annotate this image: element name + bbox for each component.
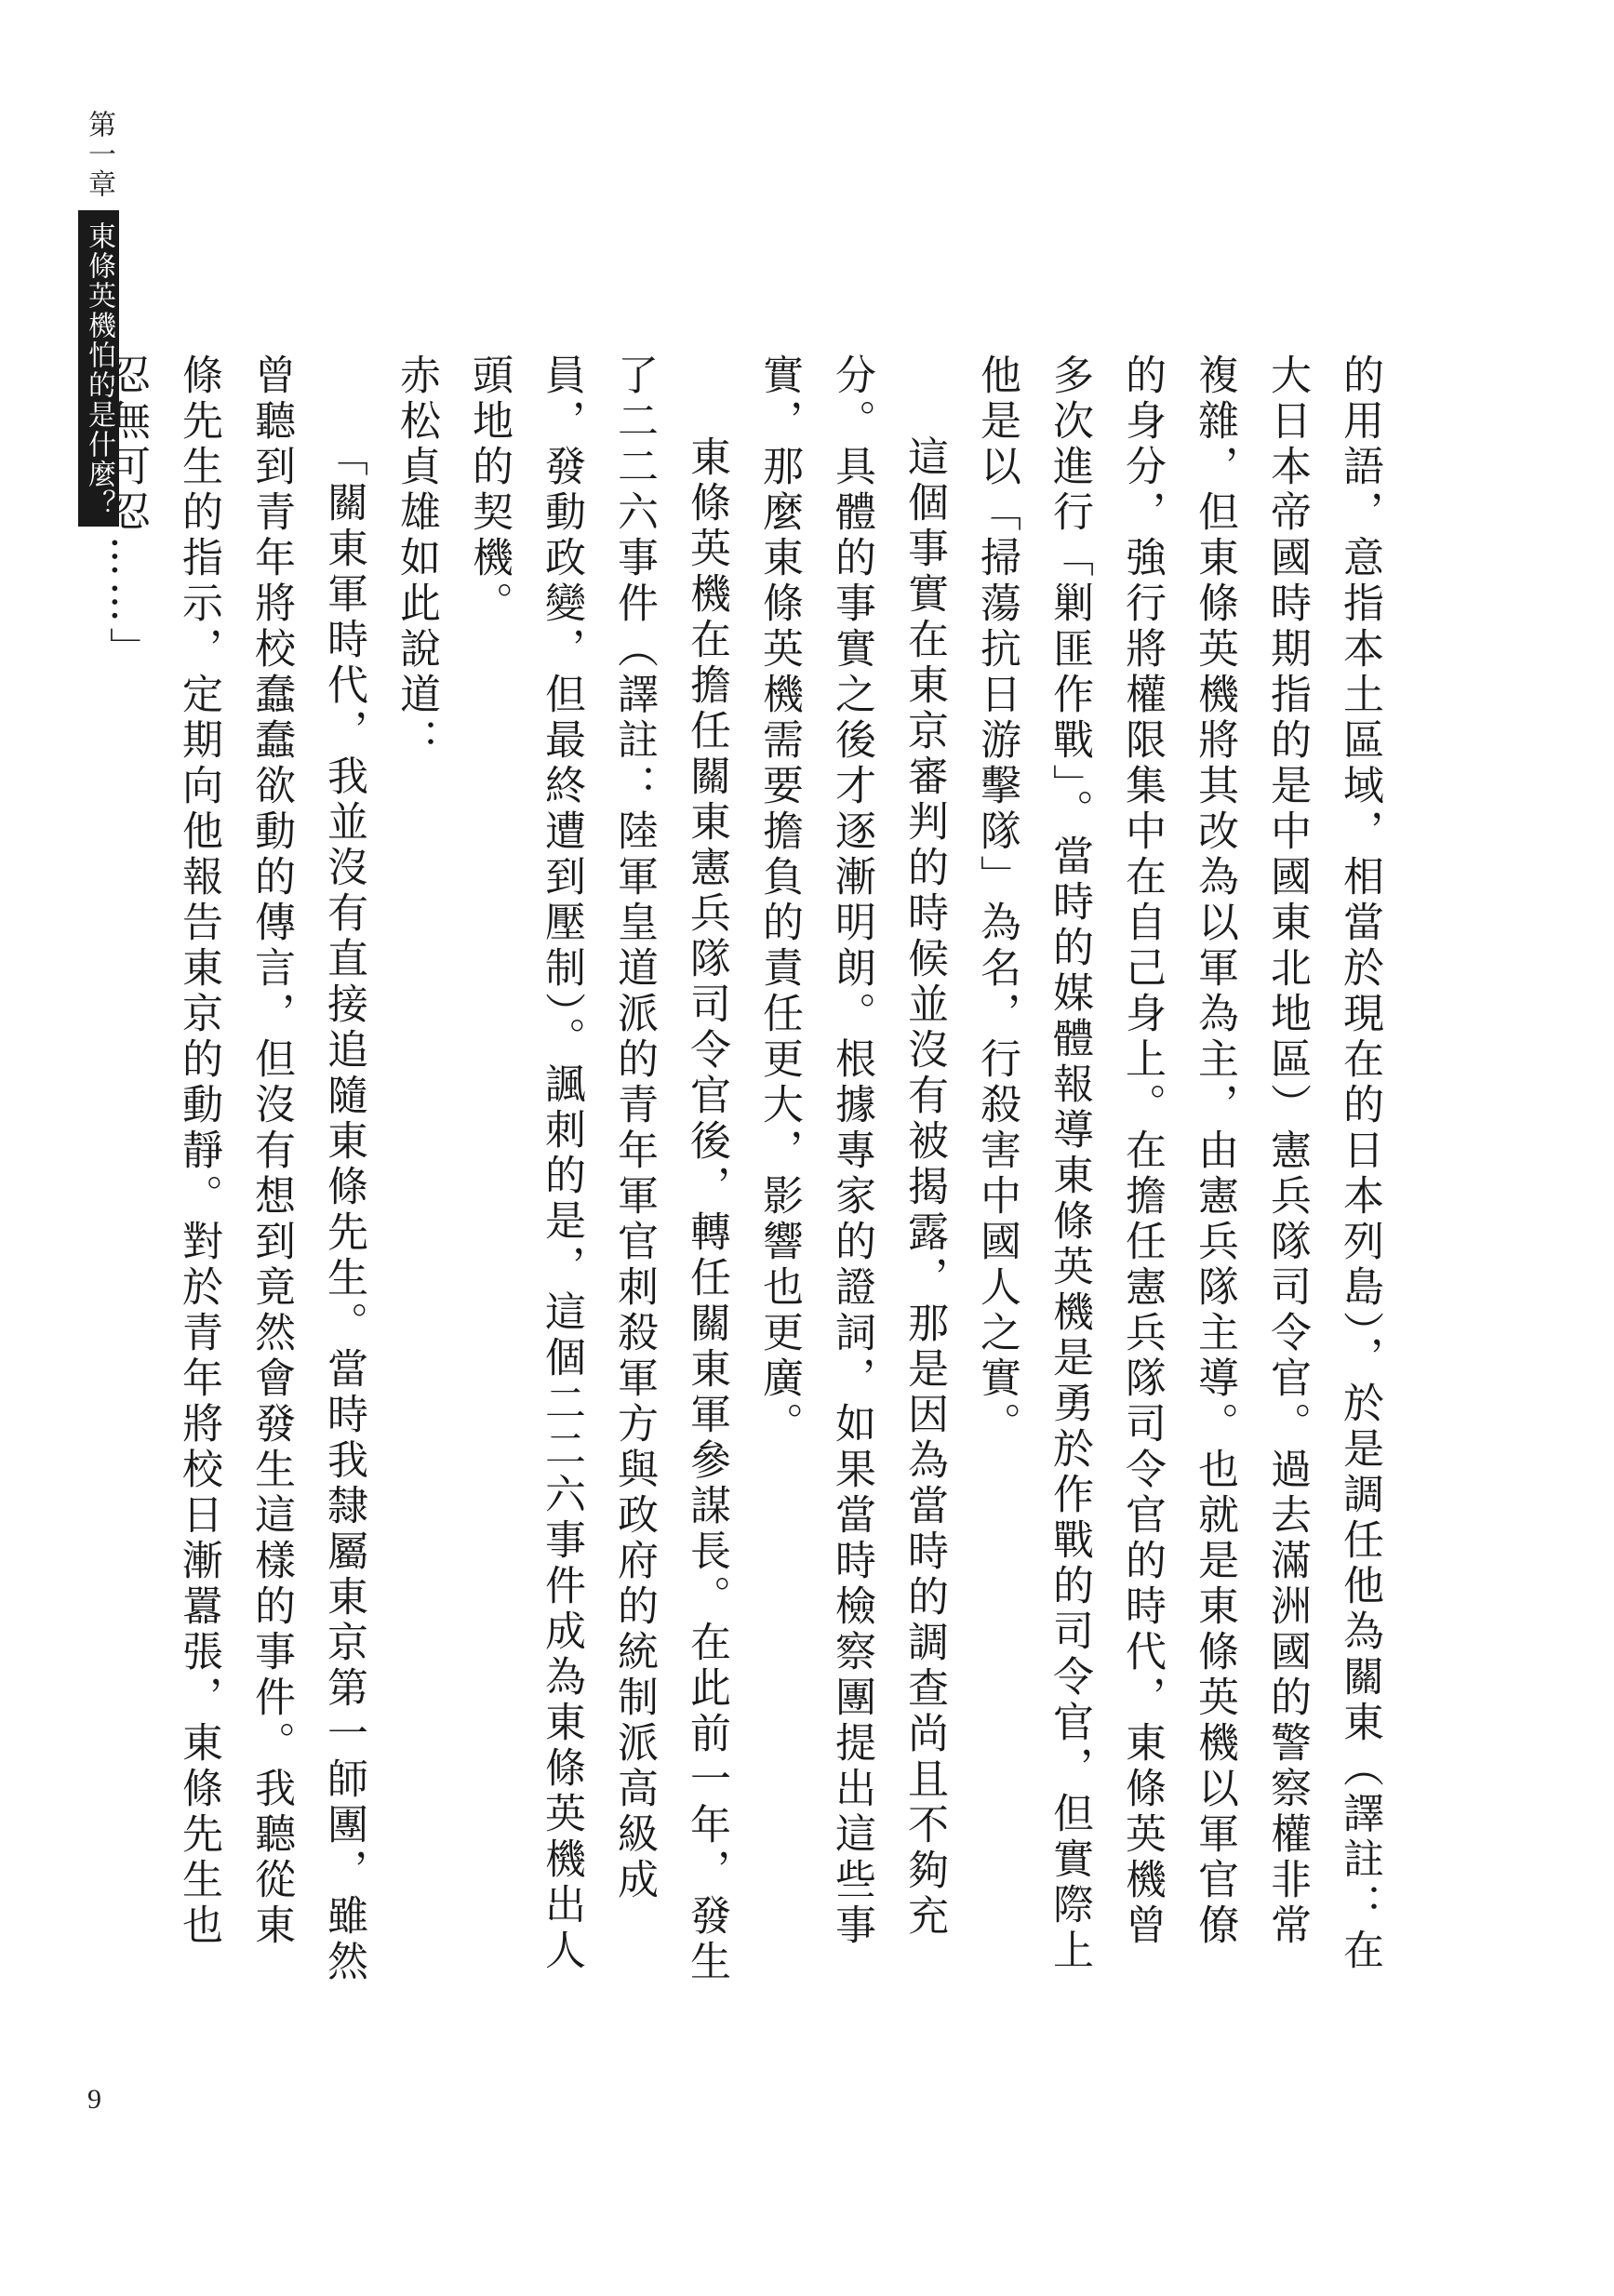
page-number: 9 (87, 2084, 101, 2115)
paragraph-2: 這個事實在東京審判的時候並沒有被揭露，那是因為當時的調查尚且不夠充分。具體的事實之後才逐漸明朗。根據專家的證詞，如果當時檢察團提出這些事實，那麼東條英機需要擔負的責任更大，影響也更廣。 (755, 354, 948, 1949)
body-text (102, 354, 1395, 1991)
paragraph-5-quote: 「關東軍時代，我並沒有直接追隨東條先生。當時我隸屬東京第一師團，雖然曾聽到青年將校蠢蠢欲動的傳言，但沒有想到竟然會發生這樣的事件。我聽從東條先生的指示，定期向他報告東京的動靜。對於青年將校日漸囂張，東條先生也忍無可忍……」 (102, 354, 367, 1985)
chapter-number-label: 第一章 (83, 110, 115, 199)
paragraph-4: 赤松貞雄如此說道： (393, 354, 440, 764)
paragraph-3: 東條英機在擔任關東憲兵隊司令官後，轉任關東軍參謀長。在此前一年，發生了二二六事件（譯註：陸軍皇道派的青年軍官刺殺軍方與政府的統制派高級成員，發動政變，但最終遭到壓制）。諷刺的是，這個二二六事件成為東條英機出人頭地的契機。 (465, 354, 730, 1985)
paragraph-1: 的用語，意指本土區域，相當於現在的日本列島），於是調任他為關東（譯註：在大日本帝國時期指的是中國東北地區）憲兵隊司令官。過去滿洲國的警察權非常複雜，但東條英機將其改為以軍為主，由憲兵隊主導。也就是東條英機以軍官僚的身分，強行將權限集中在自己身上。在擔任憲兵隊司令官的時代，東條英機曾多次進行「剿匪作戰」。當時的媒體報導東條英機是勇於作戰的司令官，但實際上他是以「掃蕩抗日游擊隊」為名，行殺害中國人之實。 (973, 354, 1383, 1974)
chapter-title-tab: 東條英機怕的是什麼？ (78, 210, 119, 527)
